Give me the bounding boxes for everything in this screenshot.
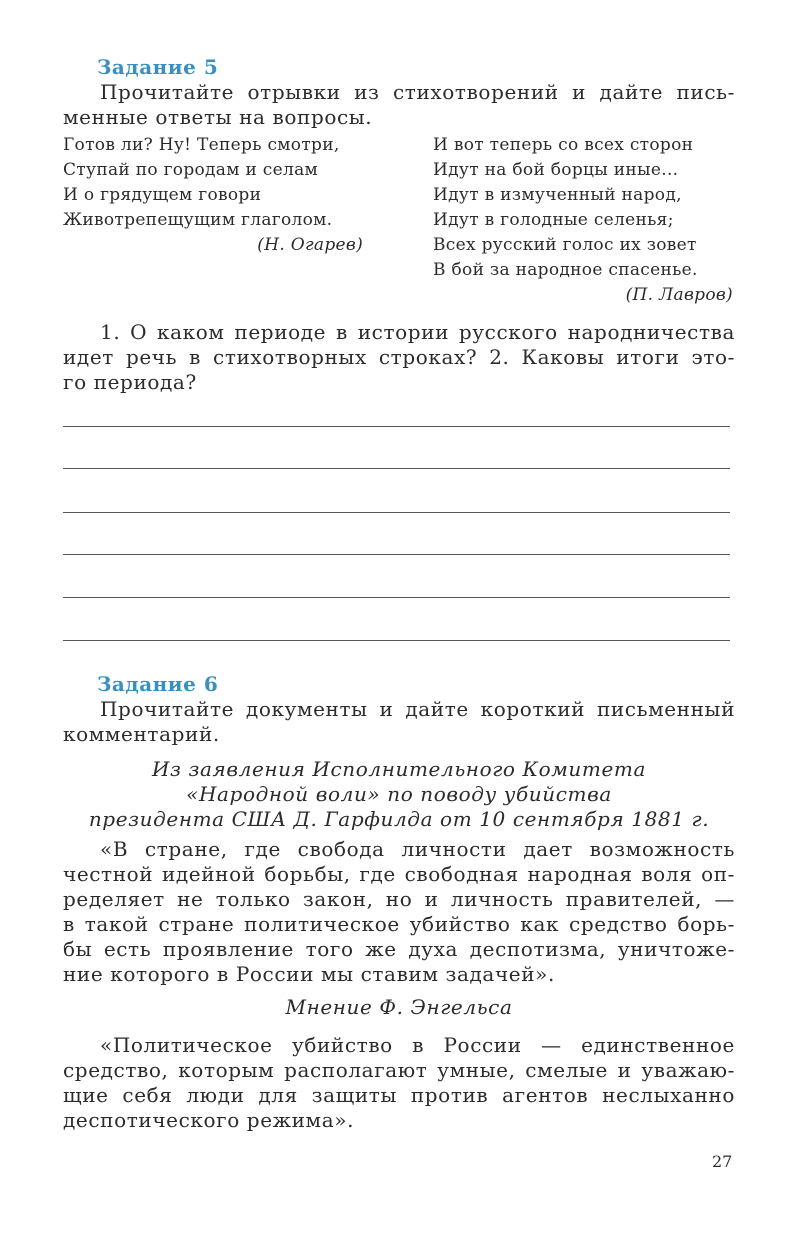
task6-intro-line: комментарий. [63,722,220,746]
poem-line: Идут в измученный народ, [433,185,682,205]
task6-intro [63,697,735,747]
doc1-heading-line: президента США Д. Гарфилда от 10 сентября 1881 г. [88,807,710,831]
task5-intro-line: Прочитайте отрывки из стихотворений и дайте пись- [100,80,735,104]
doc2-text [63,1033,735,1133]
page-number: 27 [712,1152,733,1171]
poem-author: (Н. Огарев) [257,235,363,255]
answer-line[interactable] [63,597,730,598]
doc1-text [63,837,735,987]
poem-author: (П. Лавров) [625,285,733,305]
doc2-heading [63,995,735,1020]
task5-question [63,320,735,395]
poem-line: Животрепещущим глаголом. [63,210,333,230]
poem-line: Ступай по городам и селам [63,160,319,180]
doc1-line: бы есть проявление того же духа деспотизма, уничтоже- [63,937,735,961]
doc1-heading-line: «Народной воли» по поводу убийства [186,782,612,806]
doc1-line: ние которого в России мы ставим задачей». [63,962,555,986]
question-line: 1. О каком периоде в истории русского народничества [100,320,735,344]
answer-line[interactable] [63,554,730,555]
answer-line[interactable] [63,640,730,641]
poem-lavrov [433,133,733,308]
poem-line: В бой за народное спасенье. [433,260,698,280]
doc2-line: «Политическое убийство в России — единственное [100,1033,735,1057]
doc1-line: в такой стране политическое убийство как средство борь- [63,912,735,936]
answer-line[interactable] [63,468,730,469]
doc2-line: деспотического режима». [63,1108,355,1132]
question-line: го периода? [63,370,197,394]
doc1-heading [63,757,735,832]
task5-title: Задание 5 [97,55,219,79]
doc2-heading-line: Мнение Ф. Энгельса [285,995,513,1019]
task6-title: Задание 6 [97,672,219,696]
poem-line: Идут в голодные селенья; [433,210,674,230]
poem-line: И о грядущем говори [63,185,262,205]
answer-line[interactable] [63,512,730,513]
answer-line[interactable] [63,426,730,427]
doc2-line: средство, которым располагают умные, смелые и уважаю- [63,1058,735,1082]
doc2-line: щие себя люди для защиты против агентов неслыханно [63,1083,735,1107]
doc1-line: ределяет не только закон, но и личность правителей, — [63,887,735,911]
task5-intro-line: менные ответы на вопросы. [63,105,373,129]
task6-intro-line: Прочитайте документы и дайте короткий письменный [100,697,735,721]
task5-intro [63,80,735,130]
poem-line: И вот теперь со всех сторон [433,135,694,155]
doc1-line: честной идейной борьбы, где свободная народная воля оп- [63,862,735,886]
poem-line: Идут на бой борцы иные... [433,160,679,180]
doc1-heading-line: Из заявления Исполнительного Комитета [151,757,647,781]
question-line: идет речь в стихотворных строках? 2. Каковы итоги это- [63,345,735,369]
doc1-line: «В стране, где свобода личности дает возможность [100,837,735,861]
poem-line: Всех русский голос их зовет [433,235,697,255]
poem-ogarev [63,133,363,258]
poem-line: Готов ли? Ну! Теперь смотри, [63,135,340,155]
